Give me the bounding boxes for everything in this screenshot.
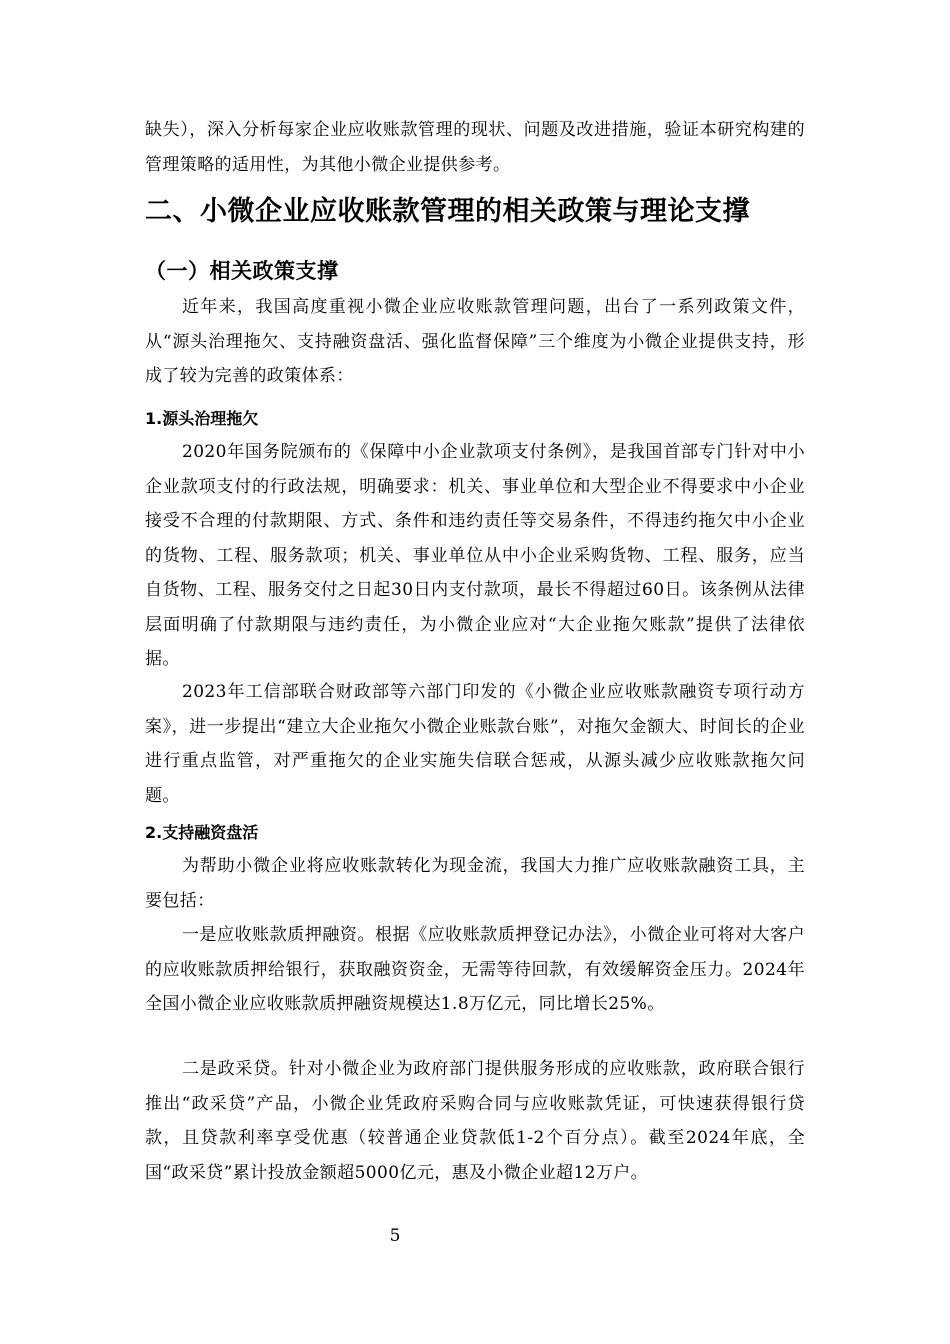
section-heading: 二、小微企业应收账款管理的相关政策与理论支撑 [145,196,750,227]
paragraph-policy-intro: 近年来，我国高度重视小微企业应收账款管理问题，出台了一系列政策文件，从“源头治理拖欠、支持融资盘活、强化监督保障”三个维度为小微企业提供支持，形成了较为完善的政策体系： [145,297,805,386]
paragraph-2023-plan: 2023年工信部联合财政部等六部门印发的《小微企业应收账款融资专项行动方案》，进一步提出“建立大企业拖欠小微企业账款台账”，对拖欠金额大、时间长的企业进行重点监管，对严重拖欠的企业实施失信联合惩戒，从源头减少应收账款拖欠问题。 [145,682,805,806]
paragraph-gov-procurement-loan: 二是政采贷。针对小微企业为政府部门提供服务形成的应收账款，政府联合银行推出“政采贷”产品，小微企业凭政府采购合同与应收账款凭证，可快速获得银行贷款，且贷款利率享受优惠（较普通企业贷款低1-2个百分点）。截至2024年底，全国“政采贷”累计投放金额超5000亿元，惠及小微企业超12万户。 [145,1059,805,1183]
paragraph-pledge-financing: 一是应收账款质押融资。根据《应收账款质押登记办法》，小微企业可将对大客户的应收账款质押给银行，获取融资资金，无需等待回款，有效缓解资金压力。2024年全国小微企业应收账款质押融资规模达1.8万亿元，同比增长25%。 [145,925,805,1014]
page-number: 5 [389,1226,401,1246]
paragraph-intro-tail: 缺失），深入分析每家企业应收账款管理的现状、问题及改进措施，验证本研究构建的管理策略的适用性，为其他小微企业提供参考。 [145,120,805,175]
item-heading-1: 1.源头治理拖欠 [145,409,259,428]
subsection-heading: （一）相关政策支撑 [145,259,339,283]
paragraph-finance-intro: 为帮助小微企业将应收账款转化为现金流，我国大力推广应收账款融资工具，主要包括： [145,856,805,911]
item-heading-2: 2.支持融资盘活 [145,823,259,842]
paragraph-2020-regulation: 2020年国务院颁布的《保障中小企业款项支付条例》，是我国首部专门针对中小企业款项支付的行政法规，明确要求：机关、事业单位和大型企业不得要求中小企业接受不合理的付款期限、方式、条件和违约责任等交易条件，不得违约拖欠中小企业的货物、工程、服务款项；机关、事业单位从中小企业采购货物、工程、服务，应当自货物、工程、服务交付之日起30日内支付款项，最长不得超过60日。该条例从法律层面明确了付款期限与违约责任，为小微企业应对“大企业拖欠账款”提供了法律依据。 [145,442,805,669]
